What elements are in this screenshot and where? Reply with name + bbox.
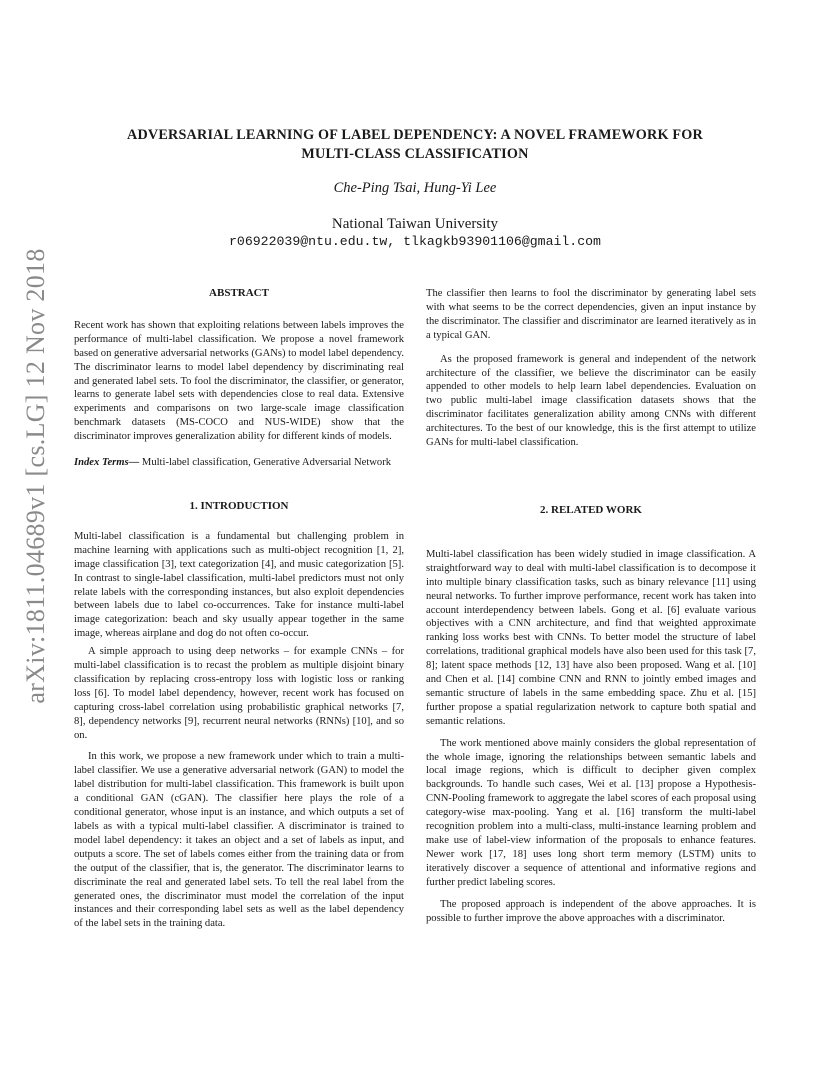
intro-paragraph-2: A simple approach to using deep networks – for example CNNs – for multi-label classification is to recast the problem as multiple disjoint binary classification by replacing cross-entropy loss with logistic loss or ranking loss [6]. To model label dependency, however, recent work has focused on capturing cross-label correlation using probabilistic graphical networks [7, 8], dependency networks [9], recurrent neural networks (RNNs) [10], and so on. [74,646,404,741]
left-column [74,287,404,939]
related-paragraph-3: The proposed approach is independent of the above approaches. It is possible to further improve the above approaches with a discriminator. [426,898,756,924]
related-paragraph-2: The work mentioned above mainly considers the global representation of the whole image, ignoring the relationships between semantic labels and local image regions, which is difficult to decipher given complex backgrounds. To handle such cases, Wei et al. [13] propose a Hypothesis-CNN-Pooling framework to aggregate the label scores of each proposal using category-wise max-pooling. Yang et al. [16] transform the multi-label recognition problem into a multi-class, multi-instance learning problem and make use of label-view information of the proposals to enhance features. Newer work [17, 18] uses long short term memory (LSTM) units to iteratively discover a sequence of attentional and informative regions and further predict labeling scores. [426,737,756,888]
title-line-2: MULTI-CLASS CLASSIFICATION [301,146,529,162]
intro-paragraph-1: Multi-label classification is a fundamental but challenging problem in machine learning with applications such as multi-object recognition [1, 2], image classification [3], text categorization [4], and music categorization [5]. In contrast to single-label classification, multi-label predictors must not only relate labels with the corresponding instances, but also exploit dependencies between labels due to label co-occurrences. Take for instance multi-label image categorization: beach and sky usually appear together in the same image, whereas airplane and dog do not often co-occur. [74,530,404,640]
paper-affiliation: National Taiwan University [331,216,499,232]
related-paragraph-1: Multi-label classification has been widely studied in image classification. A straightforward way to deal with multi-label classification is to decompose it into multiple binary classification tasks, such as binary relevance [11] using neural networks. To further improve performance, recent work has taken into account interdependency between labels. Gong et al. [6] evaluate various objectives with a CNN architecture, and find that weighted approximate ranking loss works best with CNNs. To better model the structure of label correlations, traditional graphical models have also been used for this task [7, 8]; latent space methods [12, 13] have also been proposed. Wang et al. [10] and Chen et al. [14] combine CNN and RNN to jointly embed images and semantic structure of labels in the same embedding space. Zhu et al. [15] further propose a spatial regularization network to capture both spatial and semantic relations. [426,548,756,727]
paper-title [60,126,770,164]
right-column [426,287,756,933]
paper-authors: Che-Ping Tsai, Hung-Yi Lee [333,180,497,196]
arxiv-identifier-text: arXiv:1811.04689v1 [cs.LG] 12 Nov 2018 [21,248,50,704]
paper-emails: r06922039@ntu.edu.tw, tlkagkb93901106@gmail.com [229,234,601,249]
index-terms-text: Multi-label classification, Generative Adversarial Network [139,457,392,469]
right-paragraph-1: The classifier then learns to fool the discriminator by generating label sets with what seems to be the correct dependencies, given an input instance by the discriminator. The classifier and discriminator are learned iteratively as in a typical GAN. [426,288,756,341]
abstract-heading: ABSTRACT [209,287,269,299]
intro-paragraph-3: In this work, we propose a new framework under which to train a multi-label classifier. We use a generative adversarial network (GAN) to model the label distribution for multi-label classification. This framework is built upon a conditional GAN (cGAN). The classifier here plays the role of a conditional generator, whose input is an instance, and which outputs a set of labels as with a typical multi-label classifier. A discriminator is trained to model label dependency: it takes an object and a set of labels as input, and outputs a score. The set of labels comes either from the training data or from the output of the classifier, that is, the generator. The discriminator learns to discriminate the real and generated label sets. To tell the real label from the generated ones, the discriminator must model the correlation of the input instances and their corresponding label sets as well as the label dependency of the label sets in the training data. [74,751,404,930]
introduction-heading: 1. INTRODUCTION [189,499,289,512]
index-terms-label: Index Terms— [74,457,140,469]
right-paragraph-2: As the proposed framework is general and independent of the network architecture of the classifier, we believe the discriminator can be easily appended to other models to help learn label dependencies. Evaluation on two public multi-label image classification datasets shows that the discriminator facilitates generalization ability among CNNs with different architectures. To the best of our knowledge, this is the first attempt to utilize GANs for multi-label classification. [426,353,756,449]
abstract-text: Recent work has shown that exploiting relations between labels improves the performance of multi-label classification. We propose a novel framework based on generative adversarial networks (GANs) to model label dependency. The discriminator learns to model label dependency by discriminating real and generated label sets. To fool the discriminator, the classifier, or generator, learns to generate label sets with dependencies close to real data. Extensive experiments and comparisons on two large-scale image classification benchmark datasets (MS-COCO and NUS-WIDE) show that the discriminator improves generalization ability for different kinds of models. [74,319,404,443]
index-terms [74,456,404,470]
related-work-heading: 2. RELATED WORK [540,503,642,516]
title-line-1: ADVERSARIAL LEARNING OF LABEL DEPENDENCY: A NOVEL FRAMEWORK FOR [127,127,703,143]
